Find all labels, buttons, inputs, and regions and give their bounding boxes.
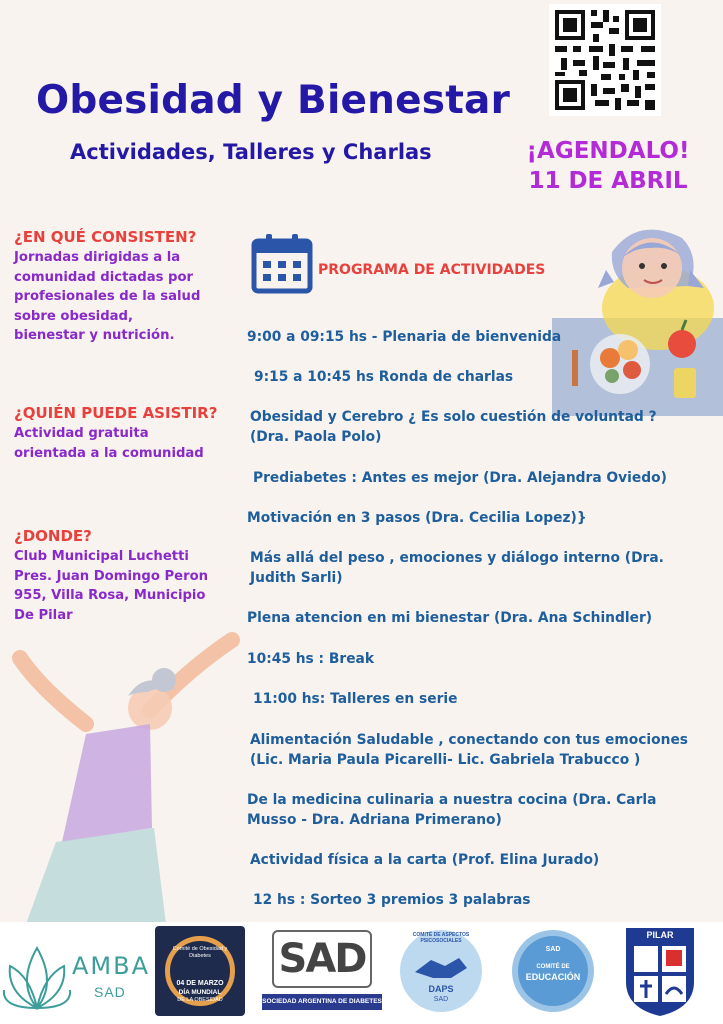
info-who	[14, 404, 234, 463]
daps-sub: SAD	[433, 996, 449, 1003]
program-item-line: 12 hs : Sorteo 3 premios 3 palabras	[253, 892, 531, 908]
event-date: 11 DE ABRIL	[528, 168, 688, 194]
sad-mark: SAD	[272, 930, 372, 988]
section-body	[14, 248, 234, 346]
program-item-line: Más allá del peso , emociones y diálogo interno (Dra.	[250, 550, 664, 566]
qr-code[interactable]	[549, 4, 661, 116]
section-line: Pres. Juan Domingo Peron	[14, 568, 209, 584]
program-item	[247, 791, 687, 830]
section-heading: ¿DONDE?	[14, 527, 92, 545]
education-committee-logo	[510, 928, 596, 1014]
obesity-day-committee: Comité de Obesidad y Diabetes	[172, 946, 228, 959]
obesity-day-label: DÍA MUNDIAL	[178, 989, 222, 996]
section-body	[14, 547, 234, 625]
education-label2: EDUCACIÓN	[525, 972, 581, 982]
info-what	[14, 228, 234, 346]
agenda-label: ¡AGENDALO!	[526, 138, 690, 164]
section-line: orientada a la comunidad	[14, 445, 204, 461]
section-line: bienestar y nutrición.	[14, 328, 175, 343]
woman-stretching-illustration	[0, 628, 240, 924]
program-item	[247, 609, 687, 629]
pilar-crest-logo	[620, 924, 700, 1018]
daps-label: DAPS	[428, 984, 454, 994]
program-item	[250, 408, 690, 447]
obesity-day-logo	[155, 926, 245, 1016]
program-item	[253, 469, 693, 489]
lotus-icon	[2, 928, 72, 1018]
daps-arc-text: COMITÉ DE ASPECTOS PSICOSOCIALES	[412, 932, 470, 944]
program-item	[253, 690, 693, 710]
amba-sad-logo	[2, 922, 151, 1024]
education-label: COMITÉ DE	[536, 964, 570, 970]
education-top: SAD	[545, 946, 561, 953]
page-title: Obesidad y Bienestar	[36, 78, 510, 123]
section-line: sobre obesidad,	[14, 308, 133, 324]
program-item	[247, 650, 687, 670]
sad-logo	[262, 928, 382, 1016]
amba-name: AMBA	[72, 952, 151, 980]
sponsor-logos	[0, 922, 723, 1024]
sad-caption: SOCIEDAD ARGENTINA DE DIABETES	[262, 994, 382, 1010]
section-line: comunidad dictadas por	[14, 269, 194, 285]
program-item	[250, 731, 712, 770]
program-title: PROGRAMA DE ACTIVIDADES	[318, 262, 546, 278]
program-item-line: Prediabetes : Antes es mejor (Dra. Alejandra Oviedo)	[253, 470, 667, 486]
program-item-line: 11:00 hs: Talleres en serie	[253, 691, 458, 707]
section-line: Club Municipal Luchetti	[14, 549, 189, 564]
program-item	[247, 328, 687, 348]
program-item-line: Judith Sarli)	[250, 569, 343, 586]
section-heading: ¿EN QUÉ CONSISTEN?	[14, 228, 197, 246]
program-item-line: (Dra. Paola Polo)	[250, 428, 382, 445]
qr-code-graphic	[549, 4, 661, 116]
program-item-line: 9:00 a 09:15 hs - Plenaria de bienvenida	[247, 329, 562, 345]
section-line: De Pilar	[14, 607, 73, 623]
program-item	[253, 891, 693, 911]
program-item	[250, 851, 690, 871]
program-item-line: 10:45 hs : Break	[247, 651, 375, 667]
program-item-line: Alimentación Saludable , conectando con tus emociones	[250, 732, 689, 748]
section-line: Jornadas dirigidas a la	[14, 250, 181, 265]
section-line: Actividad gratuita	[14, 426, 149, 441]
section-heading: ¿QUIÉN PUEDE ASISTIR?	[14, 404, 218, 422]
section-line: profesionales de la salud	[14, 289, 201, 304]
obesity-day-date: 04 DE MARZO	[176, 980, 224, 987]
program-item	[247, 509, 687, 529]
program-item-line: Motivación en 3 pasos (Dra. Cecilia Lopez)}	[247, 510, 587, 526]
program-item-line: De la medicina culinaria a nuestra cocina (Dra. Carla	[247, 792, 657, 808]
section-line: 955, Villa Rosa, Municipio	[14, 588, 206, 603]
pilar-label: PILAR	[646, 930, 674, 940]
agenda-callout	[510, 136, 706, 196]
program-item-line: (Lic. Maria Paula Picarelli- Lic. Gabriela Trabucco )	[250, 751, 641, 768]
obesity-day-label2: DE LA OBESIDAD	[177, 997, 223, 1003]
program-item	[254, 368, 694, 388]
program-item-line: 9:15 a 10:45 hs Ronda de charlas	[254, 369, 514, 385]
program-item-line: Musso - Dra. Adriana Primerano)	[247, 811, 502, 828]
program-item-line: Plena atencion en mi bienestar (Dra. Ana Schindler)	[247, 610, 653, 626]
program-item-line: Obesidad y Cerebro ¿ Es solo cuestión de voluntad ?	[250, 409, 657, 425]
calendar-icon	[250, 231, 314, 295]
handshake-icon	[411, 952, 471, 982]
info-where	[14, 527, 234, 625]
section-body	[14, 424, 234, 463]
program-item-line: Actividad física a la carta (Prof. Elina Jurado)	[250, 852, 600, 868]
daps-logo	[396, 926, 486, 1016]
program-item	[250, 549, 690, 588]
amba-sub: SAD	[94, 984, 126, 1000]
page-subtitle: Actividades, Talleres y Charlas	[70, 140, 432, 164]
